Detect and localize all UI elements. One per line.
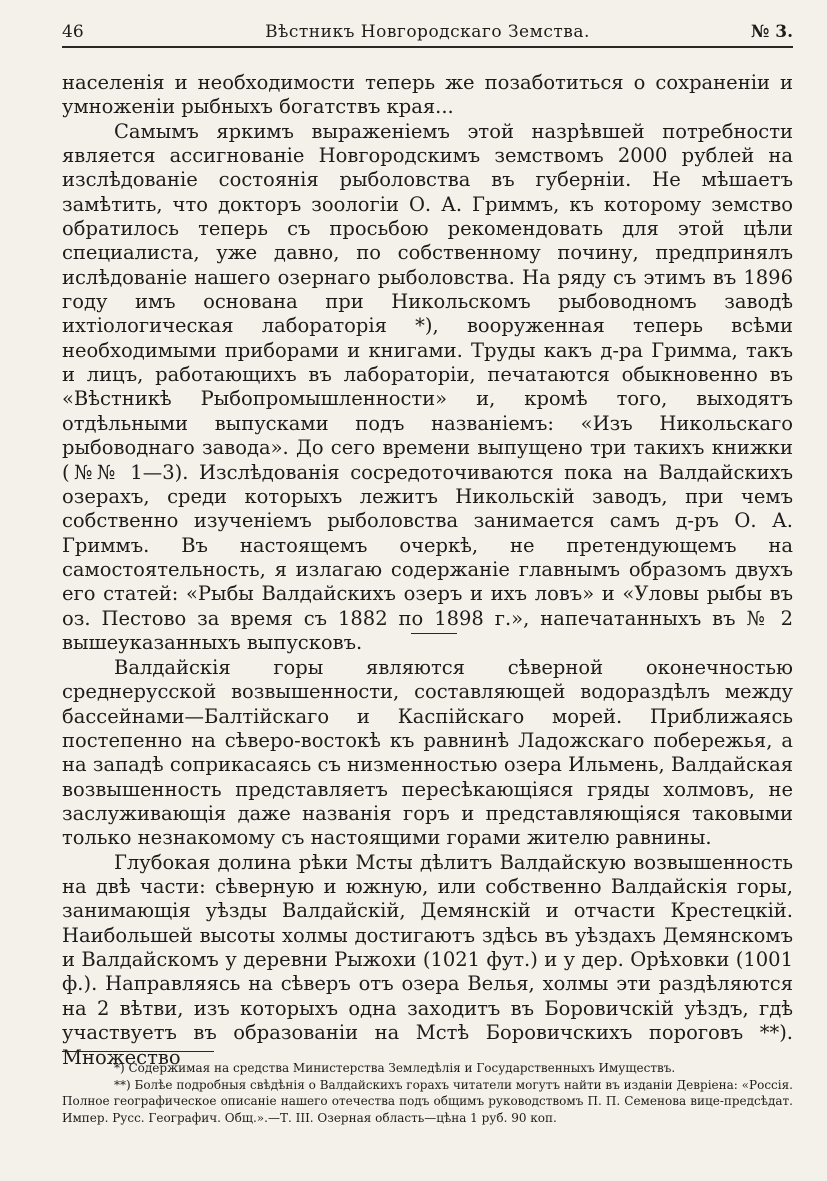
footnotes xyxy=(62,1060,793,1126)
journal-title: Вѣстникъ Новгородскаго Земства. xyxy=(265,22,590,42)
running-header xyxy=(62,18,793,46)
paragraph-continuation: населенія и необходимости теперь же позаботиться о сохраненіи и умноженіи рыбныхъ богатствъ края... xyxy=(62,71,793,119)
paragraph-valdai-hills: Валдайскія горы являются сѣверной оконечностью среднерусской возвышенности, составляющей водораздѣлъ между бассейнами—Балтійскаго и Каспійскаго морей. Приближаясь постепенно на сѣверо-востокѣ къ равнинѣ Ладожскаго побережья, а на западѣ соприкасаясь съ низменностью озера Ильмень, Валдайская возвышенность представляетъ пересѣкающіяся гряды холмовъ, не заслуживающія даже названія горъ и представляющіяся таковыми только незнакомому съ настоящими горами жителю равнины. xyxy=(62,656,793,850)
footnote-rule xyxy=(62,1051,214,1052)
footnote-1: *) Содержимая на средства Министерства Земледѣлія и Государственныхъ Имуществъ. xyxy=(114,1061,676,1075)
header-rule xyxy=(62,46,793,48)
body-section-1 xyxy=(62,71,793,655)
paragraph-assignment: Самымъ яркимъ выраженіемъ этой назрѣвшей потребности является ассигнованіе Новгородскимъ земствомъ 2000 рублей на изслѣдованіе состоянія рыболовства въ губерніи. Не мѣшаетъ замѣтить, что докторъ зоологіи О. А. Гриммъ, къ которому земство обратилось теперь съ просьбою рекомендовать для этой цѣли специалиста, уже давно, по собственному почину, предпринялъ ислѣдованіе нашего озернаго рыболовства. На ряду съ этимъ въ 1896 году имъ основана при Никольскомъ рыбоводномъ заводѣ ихтіологическая лабораторія *), вооруженная теперь всѣми необходимыми приборами и книгами. Труды какъ д-ра Гримма, такъ и лицъ, работающихъ въ лабораторіи, печатаются обыкновенно въ «Вѣстникѣ Рыбопромышленности» и, кромѣ того, выходятъ отдѣльными выпусками подъ названіемъ: «Изъ Никольскаго рыбоводнаго завода». До сего времени выпущено три такихъ книжки (№№ 1—3). Изслѣдованія сосредоточиваются пока на Валдайскихъ озерахъ, среди которыхъ лежитъ Никольскій заводъ, при чемъ собственно изученіемъ рыболовства занимается самъ д-ръ О. А. Гриммъ. Въ настоящемъ очеркѣ, не претендующемъ на самостоятельность, я излагаю содержаніе главнымъ образомъ двухъ его статей: «Рыбы Валдайскихъ озеръ и ихъ ловъ» и «Уловы рыбы въ оз. Пестово за время съ 1882 по 1898 г.», напечатанныхъ въ № 2 вышеуказанныхъ выпусковъ. xyxy=(62,119,793,654)
paragraph-msta-valley: Глубокая долина рѣки Мсты дѣлитъ Валдайскую возвышенность на двѣ части: сѣверную и южную, или собственно Валдайскія горы, занимающія уѣзды Валдайскій, Демянскій и отчасти Крестецкій. Наибольшей высоты холмы достигаютъ здѣсь въ уѣздахъ Демянскомъ и Валдайскомъ у деревни Рыжохи (1021 фут.) и у дер. Орѣховки (1001 ф.). Направляясь на сѣверъ отъ озера Велья, холмы эти раздѣляются на 2 вѣтви, изъ которыхъ одна заходитъ въ Боровичскій уѣздъ, гдѣ участвуетъ въ образованіи на Мстѣ Боровичскихъ пороговъ **). Множество xyxy=(62,850,793,1069)
section-divider xyxy=(411,633,457,634)
page-number: 46 xyxy=(62,22,84,42)
body-section-2 xyxy=(62,656,793,1070)
issue-number: № 3. xyxy=(750,22,793,42)
footnote-2: **) Болѣе подробныя свѣдѣнія о Валдайскихъ горахъ читатели могутъ найти въ изданіи Девріена: «Россія. Полное географическое описаніе нашего отечества подъ общимъ руководствомъ П. П. Семенова вице-предсѣдат. Импер. Русс. Географич. Общ.».—Т. III. Озерная область—цѣна 1 руб. 90 коп. xyxy=(62,1077,793,1125)
